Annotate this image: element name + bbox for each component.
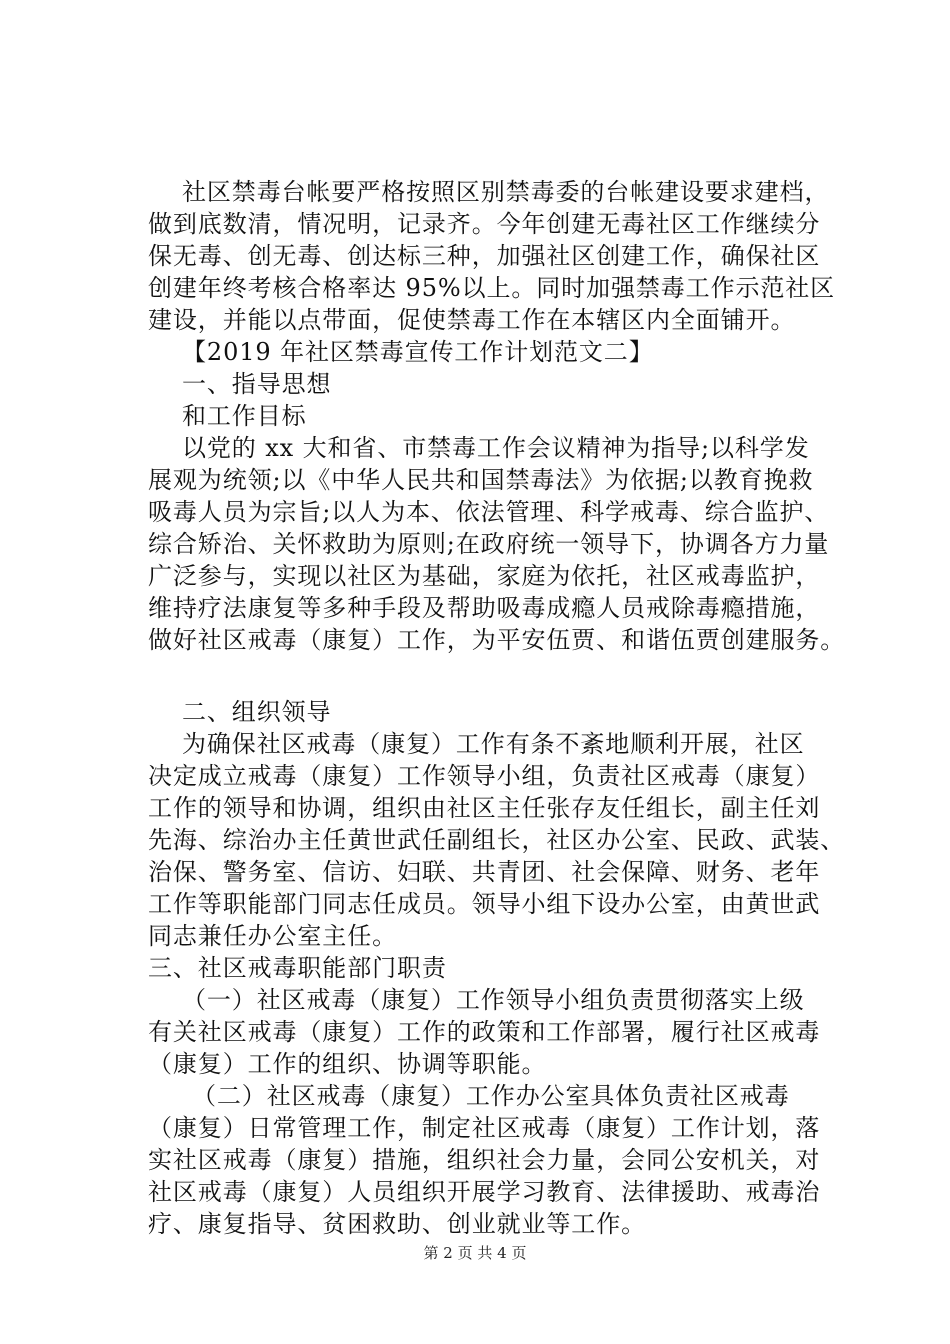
text-line: 疗、康复指导、贫困救助、创业就业等工作。	[148, 1210, 646, 1238]
text-line: 吸毒人员为宗旨;以人为本、依法管理、科学戒毒、综合监护、	[148, 498, 830, 526]
text-line: （康复）日常管理工作，制定社区戒毒（康复）工作计划，落	[148, 1114, 821, 1142]
text-line: 为确保社区戒毒（康复）工作有条不紊地顺利开展，社区	[182, 730, 805, 758]
text-line: 决定成立戒毒（康复）工作领导小组，负责社区戒毒（康复）	[148, 762, 821, 790]
text-line: 保无毒、创无毒、创达标三种，加强社区创建工作，确保社区	[148, 242, 821, 270]
text-line: 二、组织领导	[182, 698, 332, 726]
text-line: 有关社区戒毒（康复）工作的政策和工作部署，履行社区戒毒	[148, 1018, 821, 1046]
text-line: 工作等职能部门同志任成员。领导小组下设办公室，由黄世武	[148, 890, 821, 918]
text-line: （二）社区戒毒（康复）工作办公室具体负责社区戒毒	[192, 1082, 790, 1110]
text-line: 以党的 xx 大和省、市禁毒工作会议精神为指导;以科学发	[182, 434, 810, 462]
text-line: 【2019 年社区禁毒宣传工作计划范文二】	[182, 338, 654, 366]
text-line: 社区戒毒（康复）人员组织开展学习教育、法律援助、戒毒治	[148, 1178, 821, 1206]
text-line: （一）社区戒毒（康复）工作领导小组负责贯彻落实上级	[182, 986, 805, 1014]
text-line: 维持疗法康复等多种手段及帮助吸毒成瘾人员戒除毒瘾措施，	[148, 594, 821, 622]
text-line: 创建年终考核合格率达 95%以上。同时加强禁毒工作示范社区	[148, 274, 836, 302]
paragraph-gap	[148, 656, 860, 696]
text-line: 先海、综治办主任黄世武任副组长，社区办公室、民政、武装、	[148, 826, 846, 854]
text-line: 工作的领导和协调，组织由社区主任张存友任组长，副主任刘	[148, 794, 821, 822]
text-line: 综合矫治、关怀救助为原则;在政府统一领导下，协调各方力量	[148, 530, 830, 558]
text-line: 做到底数清，情况明，记录齐。今年创建无毒社区工作继续分	[148, 210, 821, 238]
document-body	[148, 176, 860, 1240]
page-footer: 第 2 页 共 4 页	[423, 1244, 527, 1262]
text-line: 治保、警务室、信访、妇联、共青团、社会保障、财务、老年	[148, 858, 821, 886]
text-line: 建设，并能以点带面，促使禁毒工作在本辖区内全面铺开。	[148, 306, 796, 334]
text-line: 和工作目标	[182, 402, 307, 430]
text-line: （康复）工作的组织、协调等职能。	[148, 1050, 547, 1078]
text-line: 展观为统领;以《中华人民共和国禁毒法》为依据;以教育挽救	[148, 466, 814, 494]
text-line: 社区禁毒台帐要严格按照区别禁毒委的台帐建设要求建档，	[182, 178, 830, 206]
text-line: 三、社区戒毒职能部门职责	[148, 954, 447, 982]
text-line: 一、指导思想	[182, 370, 332, 398]
text-line: 做好社区戒毒（康复）工作，为平安伍贾、和谐伍贾创建服务。	[148, 626, 846, 654]
text-line: 广泛参与，实现以社区为基础，家庭为依托，社区戒毒监护，	[148, 562, 821, 590]
text-line: 实社区戒毒（康复）措施，组织社会力量，会同公安机关，对	[148, 1146, 821, 1174]
text-line: 同志兼任办公室主任。	[148, 922, 397, 950]
